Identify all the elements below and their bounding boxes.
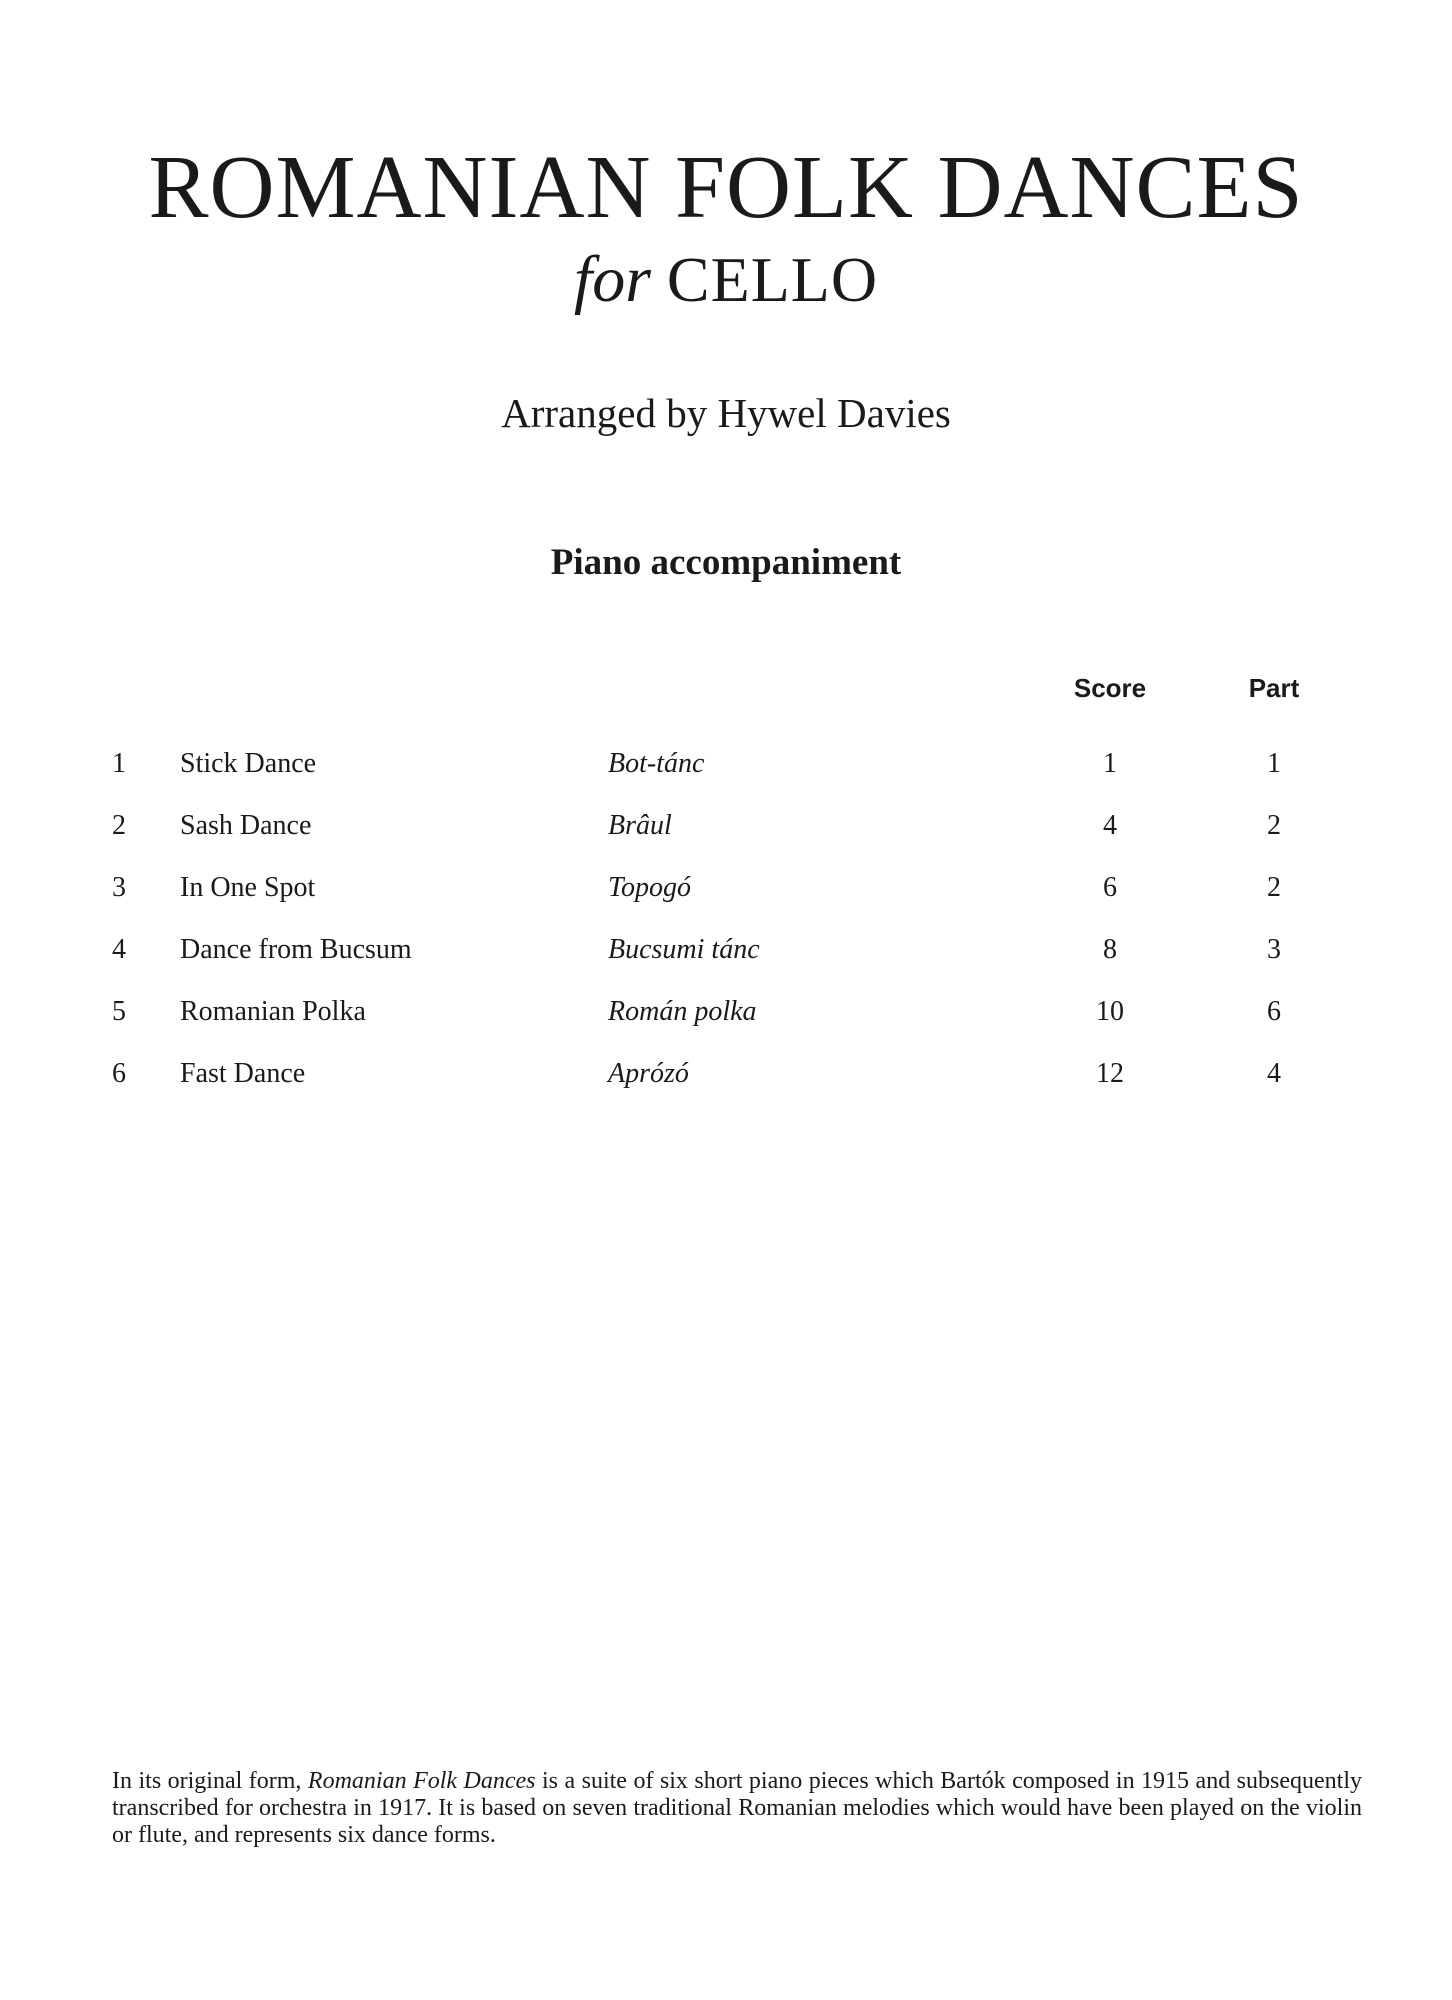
contents-row bbox=[0, 992, 1452, 1054]
dance-original-title: Román polka bbox=[608, 996, 757, 1027]
dance-english-title: In One Spot bbox=[180, 872, 316, 903]
note-text-start: In its original form, bbox=[112, 1768, 308, 1794]
score-page: 4 bbox=[1103, 810, 1117, 841]
introductory-note bbox=[112, 1768, 1362, 1849]
dance-number: 2 bbox=[112, 810, 126, 841]
page-title: ROMANIAN FOLK DANCES bbox=[148, 138, 1304, 237]
dance-number: 1 bbox=[112, 748, 126, 779]
contents-row bbox=[0, 930, 1452, 992]
part-page: 2 bbox=[1267, 872, 1281, 903]
dance-english-title: Sash Dance bbox=[180, 810, 312, 841]
score-page: 8 bbox=[1103, 934, 1117, 965]
dance-number: 4 bbox=[112, 934, 126, 965]
score-page: 6 bbox=[1103, 872, 1117, 903]
part-page: 3 bbox=[1267, 934, 1281, 965]
dance-original-title: Aprózó bbox=[608, 1058, 689, 1089]
subtitle-for: for bbox=[573, 243, 651, 316]
score-page: 1 bbox=[1103, 748, 1117, 779]
note-text-end: is a suite of six short piano pieces which Bartók composed in 1915 and subsequently transcribed for orchestra in 1917. It is based on seven traditional Romanian melodies which would have been played on the violin or flute, and represents six dance forms. bbox=[112, 1768, 1363, 1848]
dance-english-title: Dance from Bucsum bbox=[180, 934, 412, 965]
dance-original-title: Bot-tánc bbox=[608, 748, 705, 779]
dance-number: 3 bbox=[112, 872, 126, 903]
contents-row bbox=[0, 868, 1452, 930]
part-page: 1 bbox=[1267, 748, 1281, 779]
part-column-header: Part bbox=[1248, 673, 1300, 703]
part-page: 2 bbox=[1267, 810, 1281, 841]
dance-number: 5 bbox=[112, 996, 126, 1027]
dance-original-title: Brâul bbox=[608, 810, 672, 841]
contents-row bbox=[0, 744, 1452, 806]
score-page: 12 bbox=[1096, 1058, 1124, 1089]
contents-list bbox=[0, 744, 1452, 1116]
edition-label: Piano accompaniment bbox=[550, 542, 902, 583]
dance-original-title: Bucsumi tánc bbox=[608, 934, 760, 965]
contents-row bbox=[0, 1054, 1452, 1116]
score-page: 10 bbox=[1096, 996, 1124, 1027]
dance-english-title: Stick Dance bbox=[180, 748, 317, 779]
contents-row bbox=[0, 806, 1452, 868]
part-page: 6 bbox=[1267, 996, 1281, 1027]
dance-english-title: Fast Dance bbox=[180, 1058, 306, 1089]
part-page: 4 bbox=[1267, 1058, 1281, 1089]
dance-original-title: Topogó bbox=[608, 872, 692, 903]
dance-english-title: Romanian Polka bbox=[180, 996, 366, 1027]
score-column-header: Score bbox=[1073, 673, 1147, 703]
arranger-credit: Arranged by Hywel Davies bbox=[501, 390, 951, 436]
dance-number: 6 bbox=[112, 1058, 126, 1089]
subtitle bbox=[0, 240, 1452, 320]
subtitle-instrument: CELLO bbox=[666, 244, 879, 315]
note-work-title: Romanian Folk Dances bbox=[307, 1768, 536, 1794]
